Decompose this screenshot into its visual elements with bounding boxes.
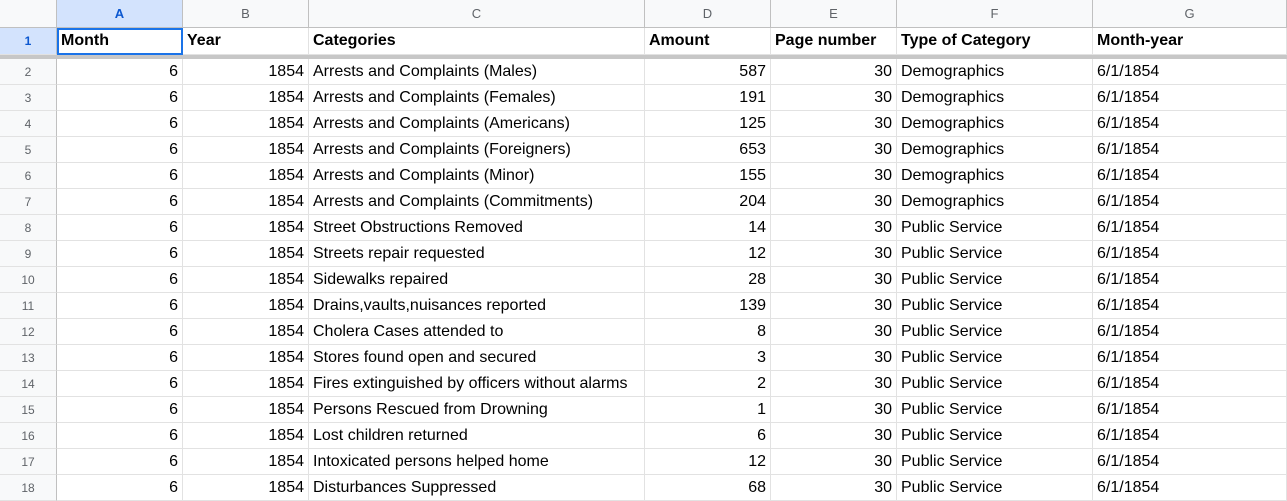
- row-number[interactable]: 10: [0, 267, 57, 293]
- cell-amount[interactable]: 125: [645, 111, 771, 137]
- cell-year[interactable]: 1854: [183, 293, 309, 319]
- cell-type[interactable]: Demographics: [897, 85, 1093, 111]
- cell-category[interactable]: Intoxicated persons helped home: [309, 449, 645, 475]
- row-number[interactable]: 9: [0, 241, 57, 267]
- cell-month-year[interactable]: 6/1/1854: [1093, 241, 1287, 267]
- row-number[interactable]: 6: [0, 163, 57, 189]
- column-header-a[interactable]: A: [57, 0, 183, 28]
- cell-c1-categories-header[interactable]: Categories: [309, 28, 645, 55]
- cell-type[interactable]: Public Service: [897, 241, 1093, 267]
- row-number[interactable]: 18: [0, 475, 57, 501]
- header-row: [0, 28, 1287, 55]
- cell-type[interactable]: Demographics: [897, 111, 1093, 137]
- cell-month-year[interactable]: 6/1/1854: [1093, 475, 1287, 501]
- cell-month[interactable]: 6: [57, 137, 183, 163]
- cell-page-number[interactable]: 30: [771, 163, 897, 189]
- cell-page-number[interactable]: 30: [771, 59, 897, 85]
- cell-page-number[interactable]: 30: [771, 215, 897, 241]
- cell-category[interactable]: Arrests and Complaints (Minor): [309, 163, 645, 189]
- cell-month-year[interactable]: 6/1/1854: [1093, 319, 1287, 345]
- row-number[interactable]: 14: [0, 371, 57, 397]
- column-header-f[interactable]: F: [897, 0, 1093, 28]
- column-header-bar: [0, 0, 1287, 28]
- column-header-d[interactable]: D: [645, 0, 771, 28]
- column-header-g[interactable]: G: [1093, 0, 1287, 28]
- row-number[interactable]: 4: [0, 111, 57, 137]
- cell-page-number[interactable]: 30: [771, 371, 897, 397]
- cell-type[interactable]: Demographics: [897, 59, 1093, 85]
- cell-year[interactable]: 1854: [183, 59, 309, 85]
- row-number[interactable]: 8: [0, 215, 57, 241]
- table-row: [0, 111, 1287, 137]
- cell-category[interactable]: Arrests and Complaints (Americans): [309, 111, 645, 137]
- cell-category[interactable]: Arrests and Complaints (Foreigners): [309, 137, 645, 163]
- cell-month[interactable]: 6: [57, 163, 183, 189]
- cell-category[interactable]: Arrests and Complaints (Females): [309, 85, 645, 111]
- cell-month-year[interactable]: 6/1/1854: [1093, 163, 1287, 189]
- cell-e1-page-number-header[interactable]: Page number: [771, 28, 897, 55]
- row-number[interactable]: 7: [0, 189, 57, 215]
- cell-type[interactable]: Public Service: [897, 371, 1093, 397]
- cell-year[interactable]: 1854: [183, 371, 309, 397]
- cell-page-number[interactable]: 30: [771, 397, 897, 423]
- cell-amount[interactable]: 6: [645, 423, 771, 449]
- cell-type[interactable]: Public Service: [897, 267, 1093, 293]
- cell-type[interactable]: Public Service: [897, 293, 1093, 319]
- cell-amount[interactable]: 12: [645, 241, 771, 267]
- row-number[interactable]: 16: [0, 423, 57, 449]
- cell-month[interactable]: 6: [57, 475, 183, 501]
- cell-type[interactable]: Public Service: [897, 345, 1093, 371]
- cell-category[interactable]: Arrests and Complaints (Commitments): [309, 189, 645, 215]
- row-number[interactable]: 17: [0, 449, 57, 475]
- cell-category[interactable]: Sidewalks repaired: [309, 267, 645, 293]
- table-row: [0, 319, 1287, 345]
- cell-month-year[interactable]: 6/1/1854: [1093, 137, 1287, 163]
- cell-page-number[interactable]: 30: [771, 189, 897, 215]
- cell-page-number[interactable]: 30: [771, 319, 897, 345]
- cell-type[interactable]: Public Service: [897, 423, 1093, 449]
- cell-amount[interactable]: 2: [645, 371, 771, 397]
- cell-month[interactable]: 6: [57, 85, 183, 111]
- cell-year[interactable]: 1854: [183, 111, 309, 137]
- row-number[interactable]: 15: [0, 397, 57, 423]
- cell-month[interactable]: 6: [57, 293, 183, 319]
- cell-year[interactable]: 1854: [183, 163, 309, 189]
- table-row: [0, 189, 1287, 215]
- row-number[interactable]: 3: [0, 85, 57, 111]
- cell-category[interactable]: Fires extinguished by officers without alarms: [309, 371, 645, 397]
- cell-year[interactable]: 1854: [183, 345, 309, 371]
- cell-amount[interactable]: 155: [645, 163, 771, 189]
- cell-page-number[interactable]: 30: [771, 345, 897, 371]
- cell-amount[interactable]: 68: [645, 475, 771, 501]
- cell-category[interactable]: Disturbances Suppressed: [309, 475, 645, 501]
- cell-month[interactable]: 6: [57, 189, 183, 215]
- row-number[interactable]: 13: [0, 345, 57, 371]
- cell-amount[interactable]: 587: [645, 59, 771, 85]
- cell-year[interactable]: 1854: [183, 475, 309, 501]
- cell-amount[interactable]: 204: [645, 189, 771, 215]
- column-header-c[interactable]: C: [309, 0, 645, 28]
- cell-f1-type-header[interactable]: Type of Category: [897, 28, 1093, 55]
- cell-year[interactable]: 1854: [183, 397, 309, 423]
- cell-type[interactable]: Public Service: [897, 319, 1093, 345]
- cell-page-number[interactable]: 30: [771, 241, 897, 267]
- cell-month[interactable]: 6: [57, 59, 183, 85]
- cell-amount[interactable]: 12: [645, 449, 771, 475]
- cell-amount[interactable]: 28: [645, 267, 771, 293]
- cell-category[interactable]: Lost children returned: [309, 423, 645, 449]
- table-row: [0, 345, 1287, 371]
- cell-b1-year-header[interactable]: Year: [183, 28, 309, 55]
- cell-month[interactable]: 6: [57, 319, 183, 345]
- cell-year[interactable]: 1854: [183, 215, 309, 241]
- cell-category[interactable]: Arrests and Complaints (Males): [309, 59, 645, 85]
- cell-month[interactable]: 6: [57, 423, 183, 449]
- table-row: [0, 137, 1287, 163]
- cell-month-year[interactable]: 6/1/1854: [1093, 189, 1287, 215]
- table-row: [0, 59, 1287, 85]
- cell-amount[interactable]: 191: [645, 85, 771, 111]
- cell-page-number[interactable]: 30: [771, 267, 897, 293]
- cell-year[interactable]: 1854: [183, 449, 309, 475]
- cell-year[interactable]: 1854: [183, 241, 309, 267]
- cell-year[interactable]: 1854: [183, 267, 309, 293]
- cell-amount[interactable]: 8: [645, 319, 771, 345]
- cell-page-number[interactable]: 30: [771, 137, 897, 163]
- table-row: [0, 215, 1287, 241]
- table-row: [0, 397, 1287, 423]
- select-all-corner[interactable]: [0, 0, 57, 28]
- cell-page-number[interactable]: 30: [771, 111, 897, 137]
- row-number[interactable]: 2: [0, 59, 57, 85]
- cell-type[interactable]: Public Service: [897, 215, 1093, 241]
- cell-type[interactable]: Demographics: [897, 189, 1093, 215]
- row-number[interactable]: 5: [0, 137, 57, 163]
- table-row: [0, 163, 1287, 189]
- cell-amount[interactable]: 14: [645, 215, 771, 241]
- cell-type[interactable]: Demographics: [897, 137, 1093, 163]
- cell-month[interactable]: 6: [57, 215, 183, 241]
- cell-month[interactable]: 6: [57, 241, 183, 267]
- cell-page-number[interactable]: 30: [771, 475, 897, 501]
- column-header-b[interactable]: B: [183, 0, 309, 28]
- column-header-e[interactable]: E: [771, 0, 897, 28]
- cell-amount[interactable]: 139: [645, 293, 771, 319]
- cell-month[interactable]: 6: [57, 397, 183, 423]
- cell-month-year[interactable]: 6/1/1854: [1093, 345, 1287, 371]
- cell-month-year[interactable]: 6/1/1854: [1093, 397, 1287, 423]
- cell-month-year[interactable]: 6/1/1854: [1093, 215, 1287, 241]
- cell-a1-month-header[interactable]: Month: [57, 28, 183, 55]
- cell-type[interactable]: Public Service: [897, 449, 1093, 475]
- cell-amount[interactable]: 3: [645, 345, 771, 371]
- row-number[interactable]: 12: [0, 319, 57, 345]
- cell-month[interactable]: 6: [57, 267, 183, 293]
- cell-month[interactable]: 6: [57, 371, 183, 397]
- table-row: [0, 423, 1287, 449]
- cell-type[interactable]: Public Service: [897, 397, 1093, 423]
- table-row: [0, 475, 1287, 501]
- cell-g1-month-year-header[interactable]: Month-year: [1093, 28, 1287, 55]
- cell-month[interactable]: 6: [57, 449, 183, 475]
- cell-category[interactable]: Stores found open and secured: [309, 345, 645, 371]
- cell-month[interactable]: 6: [57, 111, 183, 137]
- cell-type[interactable]: Public Service: [897, 475, 1093, 501]
- row-number[interactable]: 1: [0, 28, 57, 55]
- cell-month-year[interactable]: 6/1/1854: [1093, 371, 1287, 397]
- cell-category[interactable]: Persons Rescued from Drowning: [309, 397, 645, 423]
- cell-amount[interactable]: 1: [645, 397, 771, 423]
- cell-month-year[interactable]: 6/1/1854: [1093, 85, 1287, 111]
- cell-month-year[interactable]: 6/1/1854: [1093, 293, 1287, 319]
- cell-year[interactable]: 1854: [183, 423, 309, 449]
- table-row: [0, 241, 1287, 267]
- cell-year[interactable]: 1854: [183, 85, 309, 111]
- cell-d1-amount-header[interactable]: Amount: [645, 28, 771, 55]
- cell-month[interactable]: 6: [57, 345, 183, 371]
- cell-page-number[interactable]: 30: [771, 449, 897, 475]
- cell-page-number[interactable]: 30: [771, 85, 897, 111]
- cell-month-year[interactable]: 6/1/1854: [1093, 423, 1287, 449]
- table-row: [0, 371, 1287, 397]
- cell-category[interactable]: Streets repair requested: [309, 241, 645, 267]
- cell-type[interactable]: Demographics: [897, 163, 1093, 189]
- cell-month-year[interactable]: 6/1/1854: [1093, 59, 1287, 85]
- table-row: [0, 293, 1287, 319]
- cell-year[interactable]: 1854: [183, 319, 309, 345]
- table-row: [0, 267, 1287, 293]
- cell-year[interactable]: 1854: [183, 189, 309, 215]
- table-row: [0, 85, 1287, 111]
- cell-month-year[interactable]: 6/1/1854: [1093, 449, 1287, 475]
- table-row: [0, 449, 1287, 475]
- cell-page-number[interactable]: 30: [771, 293, 897, 319]
- cell-year[interactable]: 1854: [183, 137, 309, 163]
- cell-category[interactable]: Drains,vaults,nuisances reported: [309, 293, 645, 319]
- cell-category[interactable]: Cholera Cases attended to: [309, 319, 645, 345]
- row-number[interactable]: 11: [0, 293, 57, 319]
- cell-month-year[interactable]: 6/1/1854: [1093, 111, 1287, 137]
- cell-category[interactable]: Street Obstructions Removed: [309, 215, 645, 241]
- cell-month-year[interactable]: 6/1/1854: [1093, 267, 1287, 293]
- cell-amount[interactable]: 653: [645, 137, 771, 163]
- cell-page-number[interactable]: 30: [771, 423, 897, 449]
